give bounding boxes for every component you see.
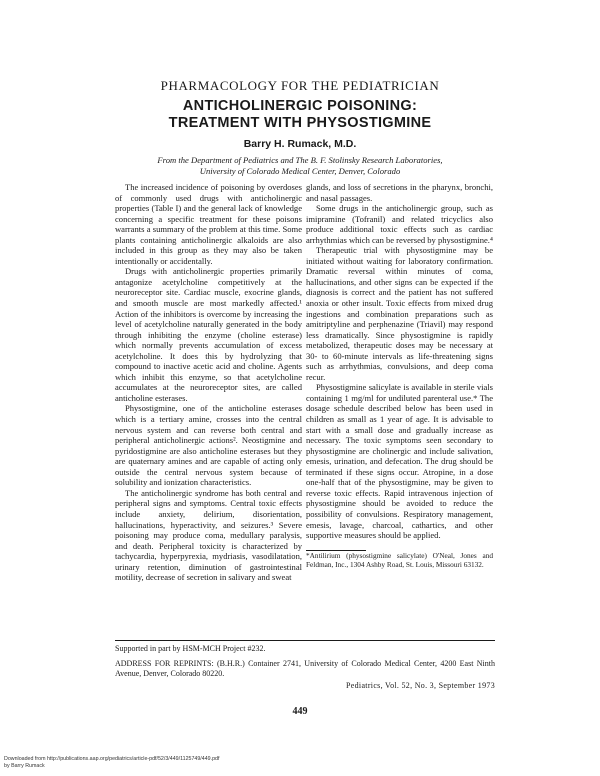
paragraph: Drugs with anticholinergic properties primarily antagonize acetylcholine competitively at the neuroreceptor site. Cardiac muscle, exocrine glands, and smooth muscle are most markedly affected.¹ Action of the inhibitors is overcome by increasing the level of acetylcholine naturally generated in the body through inhibiting the enzyme (choline esterase) which normally prevents accumulation of excess acetylcholine. It does this by hydrolyzing that compound to inactive acetic acid and choline. Agents which inhibit this enzyme, so that acetylcholine accumulates at the neuroreceptor sites, are called anticholine esterases. [115, 266, 302, 403]
paragraph: glands, and loss of secretions in the pharynx, bronchi, and nasal passages. [306, 182, 493, 203]
download-line-1: Downloaded from http://publications.aap.org/pediatrics/article-pdf/52/3/449/1125749/449.pdf [4, 756, 220, 762]
article-title [0, 98, 600, 132]
download-notice [4, 756, 219, 769]
paragraph: Some drugs in the anticholinergic group, such as imipramine (Tofranil) and related tricyclics also produce additional toxic effects such as cardiac arrhythmias which can be reversed by physostigmine.⁴ [306, 203, 493, 245]
journal-citation: Pediatrics, Vol. 52, No. 3, September 1973 [346, 681, 495, 690]
paragraph: Physostigmine, one of the anticholine esterases which is a tertiary amine, crosses into the central nervous system and can reverse both central and peripheral anticholinergic actions². Neostigmine and pyridostigmine are also anticholine esterases but they are quaternary amines and are capable of acting only outside the central nervous system because of solubility and ionization characteristics. [115, 403, 302, 488]
reprint-address: ADDRESS FOR REPRINTS: (B.H.R.) Container 2741, University of Colorado Medical Center, 4200 East Ninth Avenue, Denver, Colorado 80220. [115, 659, 495, 678]
author-affiliation [0, 155, 600, 177]
page-number: 449 [292, 706, 308, 717]
paragraph: The anticholinergic syndrome has both central and peripheral signs and symptoms. Central toxic effects include anxiety, delirium, disorientation, hallucinations, hyperactivity, and seizures.³ Severe poisoning may produce coma, medullary paralysis, and death. Peripheral toxicity is characterized by tachycardia, hyperpyrexia, mydriasis, vasodilatation, urinary retention, diminution of gastrointestinal motility, decrease of secretion in salivary and sweat [115, 487, 302, 583]
affiliation-line-2: University of Colorado Medical Center, Denver, Colorado [199, 166, 401, 176]
support-note: Supported in part by HSM-MCH Project #232. [115, 644, 266, 653]
affiliation-line-1: From the Department of Pediatrics and The B. F. Stolinsky Research Laboratories, [157, 155, 443, 165]
article-title-line-1: ANTICHOLINERGIC POISONING: [182, 98, 418, 114]
footer-divider [115, 640, 495, 641]
paragraph: Physostigmine salicylate is available in sterile vials containing 1 mg/ml for undiluted parenteral use.* The dosage schedule described below has been used in children as small as 1 year of age. It is advisable to start with a small dose and gradually increase as necessary. The toxic symptoms seen secondary to physostigmine are cholinergic and include salivation, emesis, urination, and defecation. The drug should be terminated if these signs occur. Atropine, in a dose one-half that of the physostigmine, may be given to reverse toxic effects. Rapid intravenous injection of physostigmine should be avoided to reduce the possibility of convulsions. Respiratory management, emesis, lavage, charcoal, cathartics, and other supportive measures should be applied. [306, 382, 493, 541]
download-line-2: by Barry Rumack [4, 762, 45, 769]
series-title: PHARMACOLOGY FOR THE PEDIATRICIAN [160, 78, 440, 93]
footnote: *Antilirium (physostigmine salicylate) O'Neal, Jones and Feldman, Inc., 1304 Ashby Road, St. Louis, Missouri 63132. [306, 550, 493, 569]
paragraph: The increased incidence of poisoning by overdoses of commonly used drugs with anticholinergic properties (Table I) and the general lack of knowledge concerning a specific treatment for these poisons warrants a summary of the problem at this time. Some plants containing anticholinergic alkaloids are also included in this group as they may also be taken intentionally or accidentally. [115, 182, 302, 266]
paragraph: Therapeutic trial with physostigmine may be initiated without waiting for laboratory confirmation. Dramatic reversal within minutes of coma, hallucinations, and other signs can be expected if the diagnosis is correct and the patient has not suffered anoxia or other insult. Toxic effects from mixed drug ingestions and combination preparations such as amitriptyline and perphenazine (Triavil) may respond less dramatically. Since physostigmine is rapidly metabolized, therapeutic doses may be necessary at 30- to 60-minute intervals as life-threatening signs such as arrhythmias, convulsions, and deep coma recur. [306, 245, 493, 382]
left-column [115, 182, 302, 583]
author-name: Barry H. Rumack, M.D. [243, 138, 357, 150]
article-title-line-2: TREATMENT WITH PHYSOSTIGMINE [168, 115, 432, 131]
right-column [306, 182, 493, 569]
